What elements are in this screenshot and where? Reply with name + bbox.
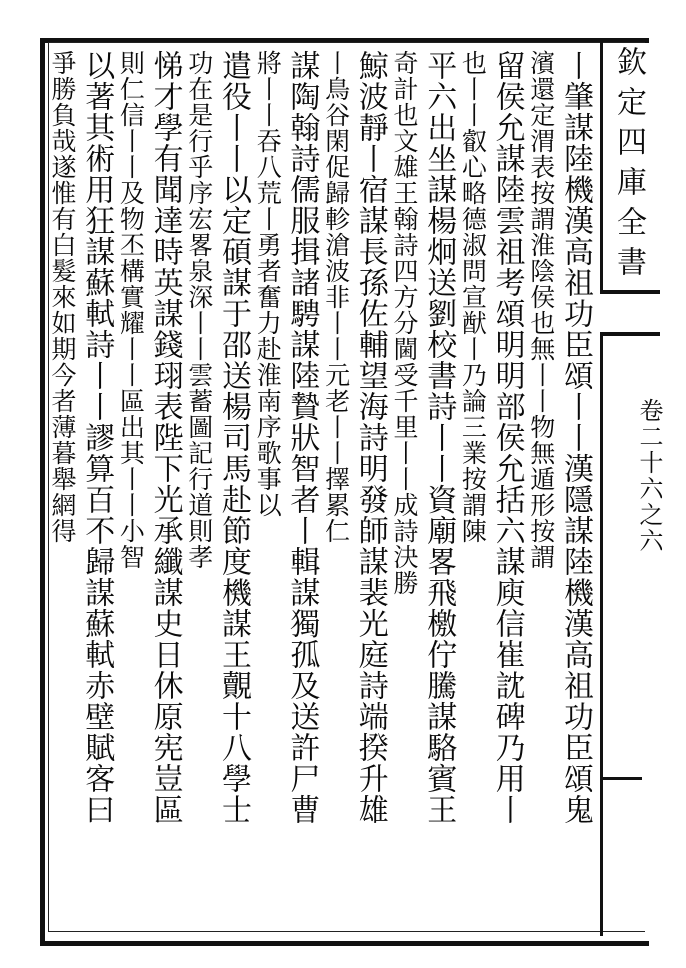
text-column: 留侯允謀陸雲祖考頌明明部侯允括六謀庾信崔訦碑乃用丨	[489, 50, 525, 825]
text-column: 則仁信丨丨及物丕構實耀丨丨區出其丨丨小智	[116, 50, 146, 570]
volume-label: 卷二十六之六	[635, 398, 663, 554]
text-column: 爭勝負哉遂惟有白髮來如期今者薄暮舉網得	[47, 50, 77, 544]
text-column: 奇計也文雄王翰詩四方分閫受千里丨丨成詩決勝	[389, 50, 419, 596]
text-column: 謀陶翰詩儒服揖諸騁謀陸贄狀智者丨輯謀獨孤及送許尸曹	[284, 50, 320, 825]
text-column: 平六出坐謀楊炯送劉校書詩丨丨資廟畧飛檄佇騰謀駱賓王	[421, 50, 457, 825]
book-title: 欽定四庫全書	[611, 46, 646, 286]
center-fold-line	[600, 40, 603, 936]
text-column: 悌才學有聞達時英謀錢珝表陛下光承纖謀史日休原宪豈區	[147, 50, 183, 825]
text-column: 功在是行乎序宏畧泉深丨丨雲蓄圖記行道則孝	[184, 50, 214, 570]
text-column: 濱還定渭表按謂淮陰侯也無丨丨物無遁形按謂	[526, 50, 556, 570]
text-column: 也丨丨叡心略德淑問宣猷丨乃論三業按謂陳	[458, 50, 488, 544]
text-column: 以著其術用狂謀蘇軾詩丨丨謬算百不歸謀蘇軾赤壁賦客曰	[79, 50, 115, 825]
fold-mark-bottom	[602, 777, 642, 780]
text-column: 丨肇謀陸機漢高祖功臣頌丨丨漢隱謀陸機漢高祖功臣頌鬼	[557, 50, 593, 825]
fishtail-mark	[600, 290, 660, 336]
text-column: 將丨丨吞八荒丨勇者奮力赴淮南序歌事以	[253, 50, 283, 518]
text-column: 鯨波靜丨宿謀長孫佐輔望海詩明發師謀裴光庭詩端揆升雄	[352, 50, 388, 825]
text-column: 遣役丨丨以定碩謀于邵送楊司馬赴節度機謀王覿十八學士	[215, 50, 251, 825]
text-column: 丨鳥谷閑促歸軫滄波非丨丨元老丨丨擇累仁	[321, 50, 351, 544]
